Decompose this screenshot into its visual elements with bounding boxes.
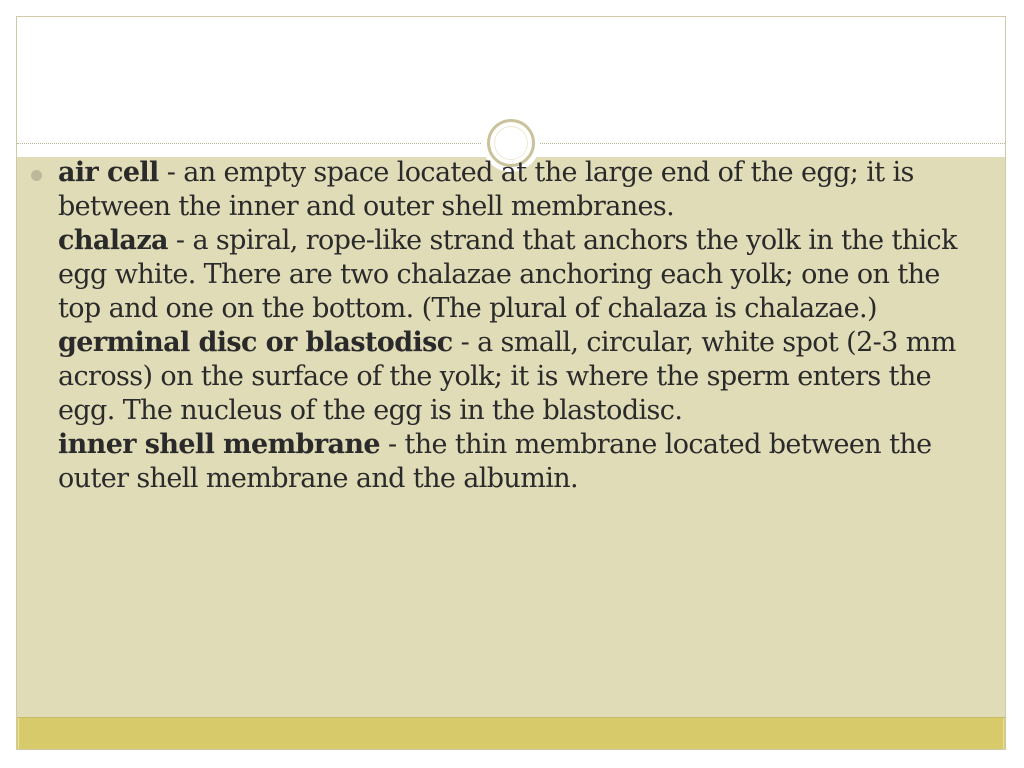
term-label: air cell bbox=[58, 157, 159, 188]
definition-text: - a spiral, rope-like strand that anchors the yolk in the thick egg white. There are two chalazae anchoring each yolk; one on the top and one on the bottom. (The plural of chalaza is chalazae.) bbox=[58, 225, 957, 324]
definition-air-cell bbox=[58, 156, 958, 224]
footer-bar bbox=[17, 717, 1005, 750]
term-label: inner shell membrane bbox=[58, 429, 380, 460]
definition-text: - a small, circular, white spot (2-3 mm across) on the surface of the yolk; it is where the sperm enters the egg. The nucleus of the egg is in the blastodisc. bbox=[58, 327, 956, 426]
term-label: chalaza bbox=[58, 225, 168, 256]
definition-germinal-disc bbox=[58, 326, 958, 428]
definition-text: - an empty space located at the large end of the egg; it is between the inner and outer shell membranes. bbox=[58, 157, 914, 222]
bullet-icon bbox=[31, 170, 42, 181]
definition-text: - the thin membrane located between the outer shell membrane and the albumin. bbox=[58, 429, 932, 494]
definition-inner-shell-membrane bbox=[58, 428, 958, 496]
term-label: germinal disc or blastodisc bbox=[58, 327, 453, 358]
definition-chalaza bbox=[58, 224, 958, 326]
bullet-text bbox=[58, 156, 958, 496]
